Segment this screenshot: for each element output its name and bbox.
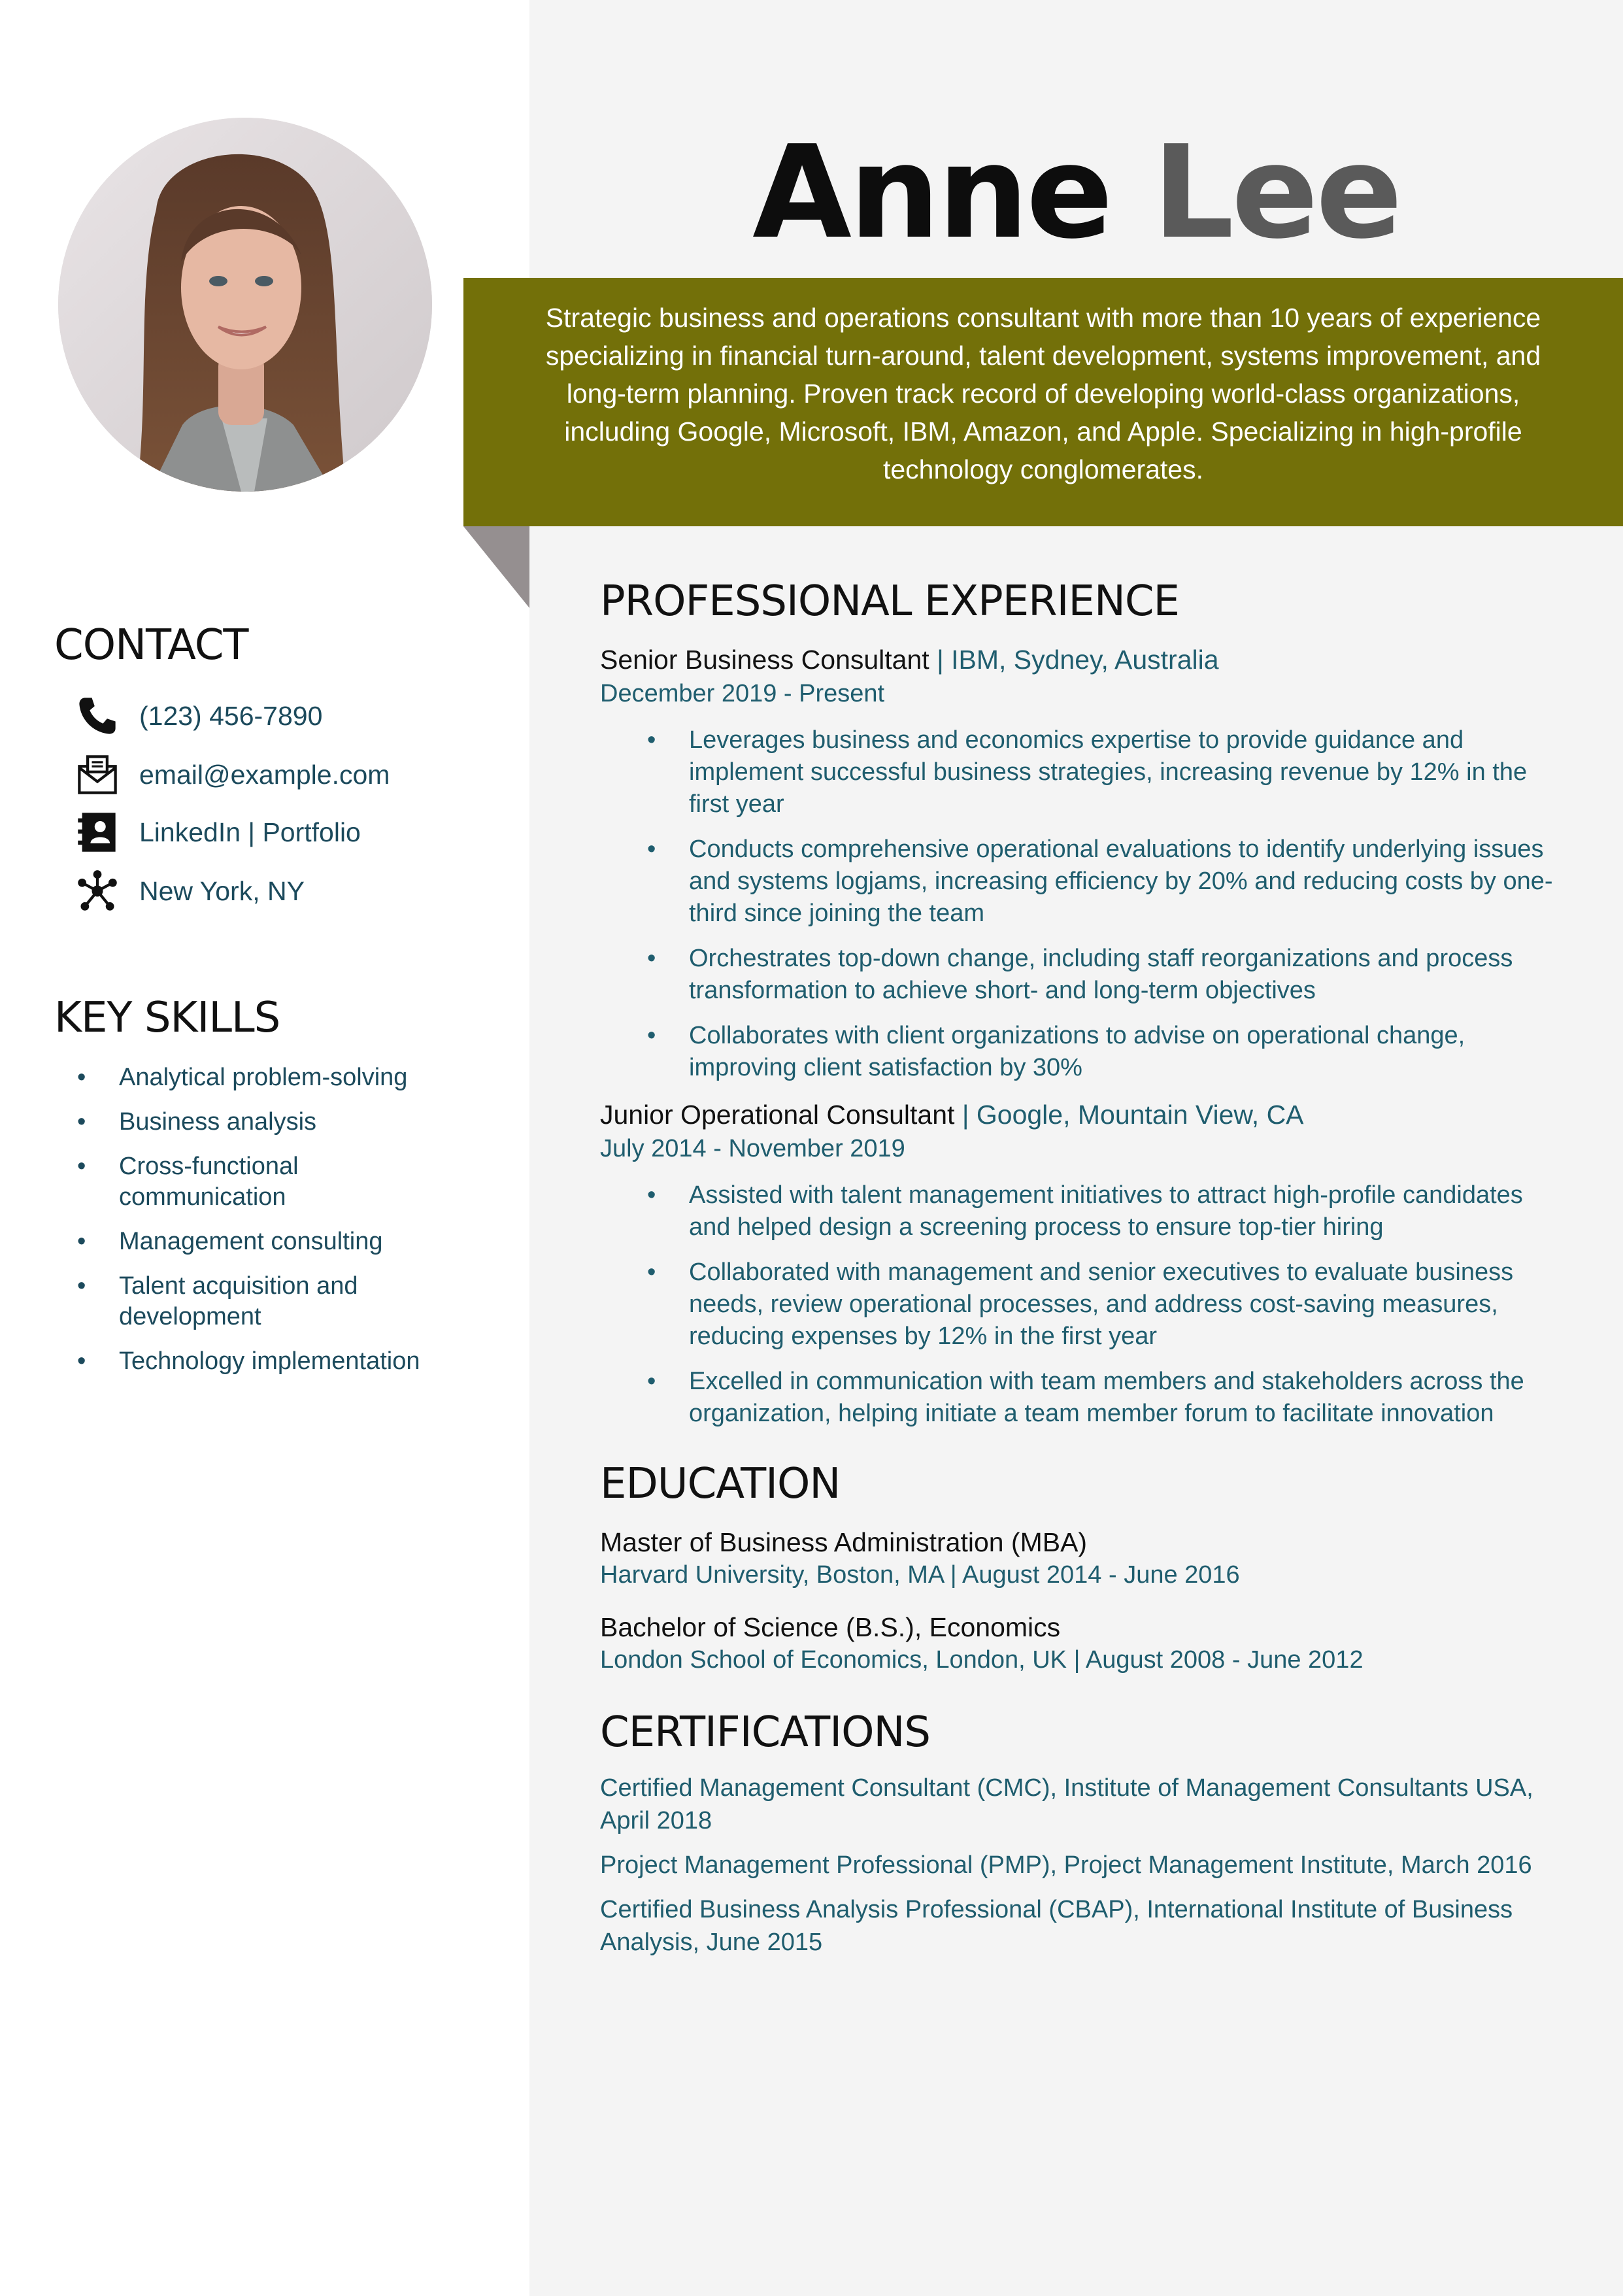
skill-item: • Talent acquisition and development (77, 1271, 407, 1332)
list-item: • Orchestrates top-down change, including staff reorganizations and process transformation to achieve short- and long-term objectives (647, 943, 1562, 1007)
education-heading: EDUCATION (600, 1460, 841, 1508)
list-item: Project Management Professional (PMP), Project Management Institute, March 2016 (600, 1851, 1532, 1879)
skill-item: • Analytical problem-solving (77, 1062, 469, 1093)
certifications-heading: CERTIFICATIONS (600, 1708, 930, 1757)
skills-heading: KEY SKILLS (54, 994, 280, 1042)
list-item: • Excelled in communication with team members and stakeholders across the organization, helping initiate a team member forum to facilitate innovation (647, 1366, 1562, 1430)
list-item: Certified Business Analysis Professional (CBAP), International Institute of Business Analysis, June 2015 (600, 1896, 1513, 1956)
profile-photo (58, 118, 432, 492)
skill-item: • Technology implementation (77, 1346, 469, 1377)
skills-list (77, 1062, 469, 1391)
education-detail-2: London School of Economics, London, UK | August 2008 - June 2012 (600, 1646, 1364, 1674)
email-text: email@example.com (139, 759, 390, 790)
certifications-list (600, 1772, 1567, 1970)
candidate-name (529, 114, 1623, 271)
job-company: | IBM, Sydney, Australia (929, 645, 1219, 675)
education-degree-1: Master of Business Administration (MBA) (600, 1527, 1088, 1557)
first-name: Anne (752, 118, 1111, 267)
summary-banner (463, 278, 1623, 526)
network-icon (74, 868, 121, 915)
links-text: LinkedIn | Portfolio (139, 817, 361, 847)
contact-card-icon (74, 809, 121, 856)
experience-heading: PROFESSIONAL EXPERIENCE (600, 577, 1179, 626)
phone-icon (74, 692, 121, 739)
job-bullets-2 (647, 1179, 1562, 1443)
education-degree-2: Bachelor of Science (B.S.), Economics (600, 1612, 1061, 1642)
job-title-2 (600, 1100, 1304, 1130)
contact-email[interactable] (74, 752, 390, 798)
job-role: Junior Operational Consultant (600, 1100, 955, 1130)
job-dates-2: July 2014 - November 2019 (600, 1135, 905, 1162)
job-company: | Google, Mountain View, CA (954, 1100, 1304, 1130)
job-role: Senior Business Consultant (600, 645, 929, 675)
banner-fold (463, 526, 529, 608)
contact-links[interactable] (74, 809, 361, 855)
list-item: Certified Management Consultant (CMC), Institute of Management Consultants USA, April 2018 (600, 1774, 1533, 1834)
contact-phone[interactable] (74, 693, 322, 739)
education-detail-1: Harvard University, Boston, MA | August 2014 - June 2016 (600, 1561, 1240, 1589)
list-item: • Collaborated with management and senior executives to evaluate business needs, review operational processes, and address cost-saving measures, reducing expenses by 12% in the first year (647, 1257, 1562, 1353)
last-name: Lee (1152, 118, 1400, 267)
skill-item: • Cross-functional communication (77, 1151, 380, 1213)
list-item: • Conducts comprehensive operational evaluations to identify underlying issues and systems logjams, increasing efficiency by 20% and reducing costs by one-third since joining the team (647, 834, 1562, 930)
job-bullets-1 (647, 724, 1562, 1097)
skill-item: • Management consulting (77, 1226, 469, 1257)
contact-location[interactable] (74, 868, 305, 914)
list-item: • Assisted with talent management initiatives to attract high-profile candidates and helped design a screening process to ensure top-tier hiring (647, 1179, 1562, 1243)
envelope-icon (74, 751, 121, 798)
summary-text: Strategic business and operations consultant with more than 10 years of experience specializing in financial turn-around, talent development, systems improvement, and long-term planning. Proven track record of developing world-class organizations, including Google, Microsoft, IBM, Amazon, and Apple. Specializing in high-profile technology conglomerates. (545, 303, 1541, 484)
job-title-1 (600, 645, 1219, 675)
location-text: New York, NY (139, 875, 305, 906)
skill-item: • Business analysis (77, 1107, 469, 1138)
job-dates-1: December 2019 - Present (600, 680, 885, 707)
phone-text: (123) 456-7890 (139, 700, 323, 731)
list-item: • Leverages business and economics expertise to provide guidance and implement successful business strategies, increasing revenue by 12% in the first year (647, 724, 1562, 820)
list-item: • Collaborates with client organizations to advise on operational change, improving client satisfaction by 30% (647, 1020, 1562, 1084)
contact-heading: CONTACT (54, 621, 248, 669)
